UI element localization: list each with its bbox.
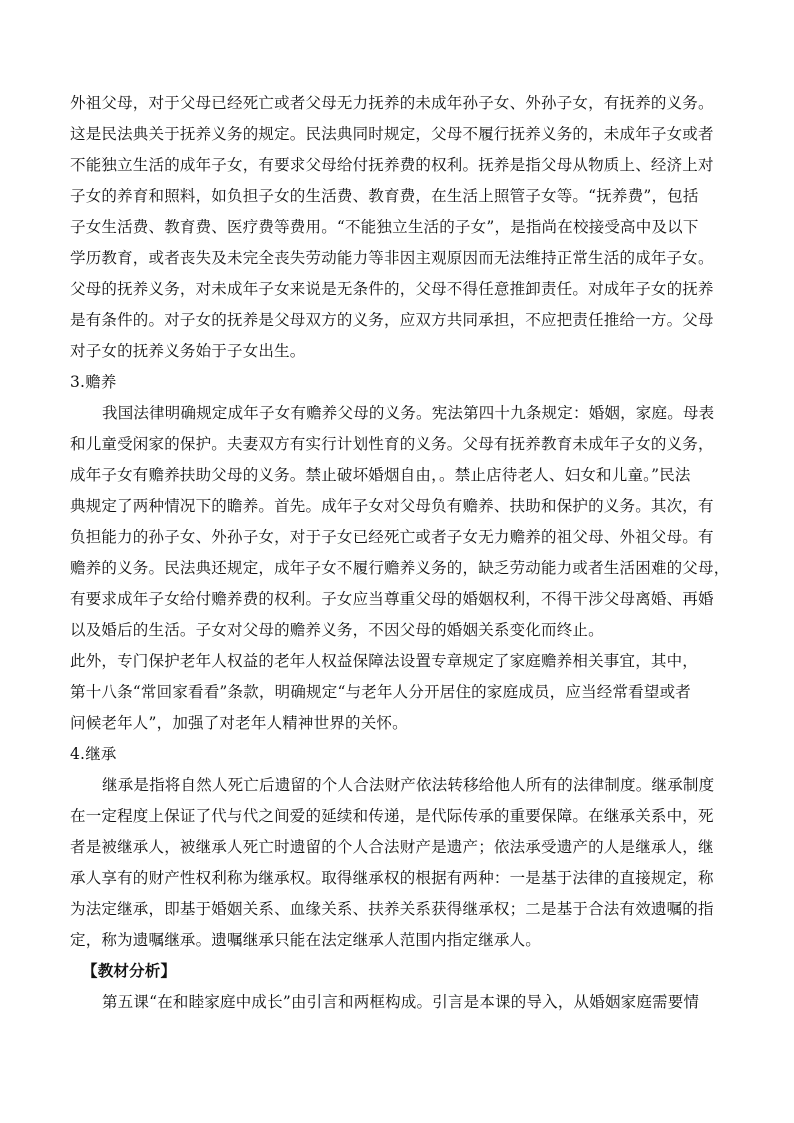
paragraph-line: 是有条件的。对子女的抚养是父母双方的义务，应双方共同承担，不应把责任推给一方。父母 — [70, 311, 714, 329]
paragraph-line: 有要求成年子女给付赡养费的权利。子女应当尊重父母的婚姻权利，不得干涉父母离婚、再婚 — [70, 590, 714, 608]
paragraph-line: 我国法律明确规定成年子女有赡养父母的义务。宪法第四十九条规定：婚姻，家庭。母表 — [102, 404, 715, 422]
paragraph-line: 成年子女有赡养扶助父母的义务。禁止破坏婚烟自由，。禁止店待老人、妇女和儿童。”民法 — [70, 466, 691, 484]
paragraph-line: 以及婚后的生活。子女对父母的赡养义务，不因父母的婚姻关系变化而终止。 — [70, 621, 604, 639]
paragraph-line: 学历教育，或者丧失及未完全丧失劳动能力等非因主观原因而无法维持正常生活的成年子女。 — [70, 249, 714, 267]
paragraph-line: 继承是指将自然人死亡后遗留的个人合法财产依法转移给他人所有的法律制度。继承制度 — [102, 776, 715, 794]
paragraph-line: 定，称为遗嘱继承。遗嘱继承只能在法定继承人范围内指定继承人。 — [70, 931, 542, 949]
paragraph-line: 子女生活费、教育费、医疗费等费用。“不能独立生活的子女”，是指尚在校接受高中及以下 — [70, 218, 699, 236]
paragraph-line: 此外，专门保护老年人权益的老年人权益保障法设置专章规定了家庭赡养相关事宜，其中， — [70, 652, 699, 670]
paragraph-line: 不能独立生活的成年子女，有要求父母给付抚养费的权利。抚养是指父母从物质上、经济上对 — [70, 156, 714, 174]
paragraph-line: 承人享有的财产性权利称为继承权。取得继承权的根据有两种：一是基于法律的直接规定，称 — [70, 869, 714, 887]
paragraph-line: 典规定了两种情况下的瞻养。首先。成年子女对父母负有赡养、扶助和保护的义务。其次，有 — [70, 497, 714, 515]
paragraph-line: 子女的养育和照料，如负担子女的生活费、教育费，在生活上照管子女等。“抚养费”，包括 — [70, 187, 699, 205]
section-heading-support: 3.赡养 — [70, 373, 117, 391]
paragraph-line: 负担能力的孙子女、外孙子女，对于子女已经死亡或者子女无力赡养的祖父母、外祖父母。有 — [70, 528, 714, 546]
paragraph-line: 问候老年人”，加强了对老年人精神世界的关怀。 — [70, 714, 408, 732]
paragraph-line: 在一定程度上保证了代与代之间爱的延续和传递，是代际传承的重要保障。在继承关系中，死 — [70, 807, 714, 825]
paragraph-line: 父母的抚养义务，对未成年子女来说是无条件的，父母不得任意推卸责任。对成年子女的抚养 — [70, 280, 714, 298]
paragraph-line: 第十八条“常回家看看”条款，明确规定“与老年人分开居住的家庭成员，应当经常看望或者 — [70, 683, 691, 701]
paragraph-line: 外祖父母，对于父母已经死亡或者父母无力抚养的未成年孙子女、外孙子女，有抚养的义务。 — [70, 94, 714, 112]
paragraph-line: 这是民法典关于抚养义务的规定。民法典同时规定，父母不履行抚养义务的，未成年子女或者 — [70, 125, 714, 143]
paragraph-line: 对子女的抚养义务始于子女出生。 — [70, 342, 306, 360]
section-heading-inheritance: 4.继承 — [70, 745, 117, 763]
section-heading-textbook-analysis: 【教材分析】 — [82, 961, 177, 980]
paragraph-line: 和儿童受闲家的保护。夫妻双方有实行计划性育的义务。父母有抚养教育未成年子女的义务， — [70, 435, 714, 453]
paragraph-line: 者是被继承人，被继承人死亡时遗留的个人合法财产是遗产；依法承受遗产的人是继承人，继 — [70, 838, 714, 856]
paragraph-line: 赡养的义务。民法典还规定，成年子女不履行赡养义务的，缺乏劳动能力或者生活困难的父母， — [70, 559, 730, 577]
paragraph-line: 第五课“在和睦家庭中成长”由引言和两框构成。引言是本课的导入，从婚姻家庭需要情 — [102, 993, 700, 1011]
paragraph-line: 为法定继承，即基于婚姻关系、血缘关系、扶养关系获得继承权；二是基于合法有效遗嘱的指 — [70, 900, 714, 918]
